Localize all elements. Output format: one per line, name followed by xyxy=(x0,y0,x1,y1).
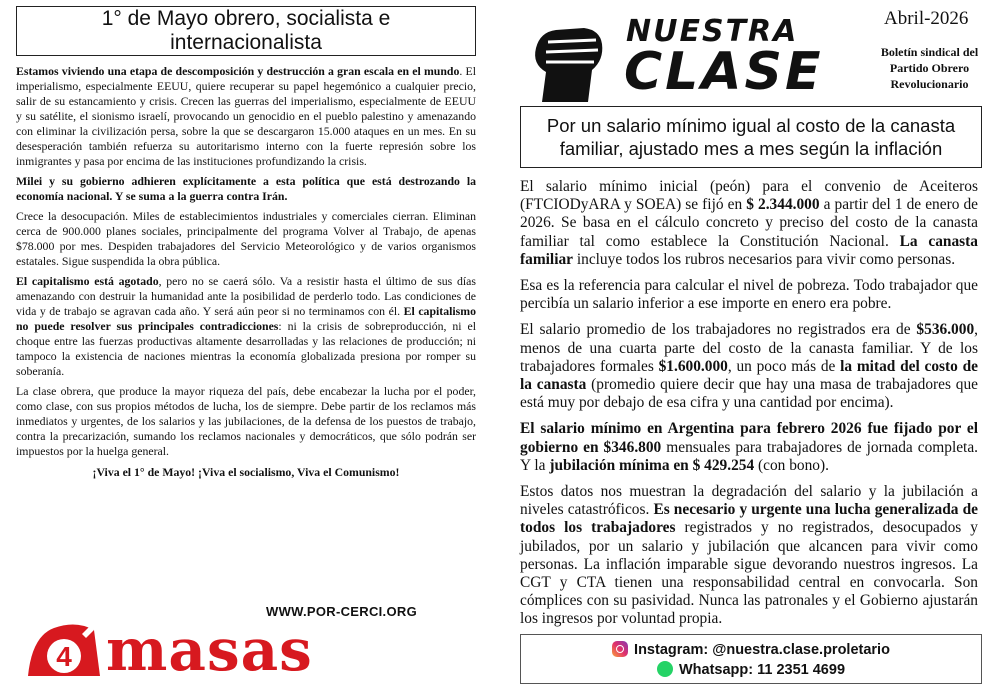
masthead-subtitle: Boletín sindical del Partido Obrero Revolucionario xyxy=(880,45,979,91)
masas-logo: masas xyxy=(106,616,313,684)
right-paragraph-1: El salario mínimo inicial (peón) para el convenio de Aceiteros (FTCIODyARA y SOEA) se fijó en $ 2.344.000 a partir del 1 de enero de 2026. Se basa en el cálculo concreto y preciso del costo de la canasta familiar tal como establece la Constitución Nacional. La canasta familiar incluye todos los rubros necesarios para vivir como personas. xyxy=(520,178,978,268)
instagram-line[interactable] xyxy=(521,641,981,658)
website-link[interactable]: WWW.POR-CERCI.ORG xyxy=(266,604,417,619)
masthead-nuestra: NUESTRA xyxy=(626,14,799,49)
left-paragraph-4: El capitalismo está agotado, pero no se caerá sólo. Va a resistir hasta el último de sus días amenazando con destruir la humanidad ante la posibilidad de perderlo todo. Las condiciones de vida y de trabajo se agravan cada año. Y será aún peor si no terminamos con él. El capitalismo no puede resolver sus principales contradicciones: ni la crisis de sobreproducción, ni el choque entre las fuerzas productivas altamente desarrolladas y las relaciones de producción; ni tampoco la existencia de naciones mientras la economía globalizada presiona por romper su soberanía. xyxy=(16,274,476,378)
left-column xyxy=(16,6,476,688)
right-column xyxy=(516,6,986,688)
whatsapp-number: Whatsapp: 11 2351 4699 xyxy=(678,662,846,678)
left-paragraph-3: Crece la desocupación. Miles de establecimientos industriales y comerciales cierran. Eliminan cerca de 900.000 planes sociales, principalmente del programa Volver al Trabajo, de apenas $78.000 por mes. Despiden trabajadores del Servicio Meteorológico y de varios organismos estatales. Sigue suspendida la obra pública. xyxy=(16,209,476,268)
issue-date: Abril-2026 xyxy=(884,8,969,29)
right-paragraph-3: El salario promedio de los trabajadores no registrados era de $536.000, menos de una cuarta parte del costo de la canasta familiar. Y de los trabajadores formales $1.600.000, un poco más de la mitad del costo de la canasta (promedio quiere decir que hay una masa de trabajadores que está muy por debajo de esa cifra y una cantidad por encima). xyxy=(520,321,979,412)
masthead-clase: CLASE xyxy=(624,42,824,102)
whatsapp-line[interactable] xyxy=(521,661,981,678)
hammer-sickle-emblem-icon xyxy=(24,616,104,682)
closing-slogan: ¡Viva el 1° de Mayo! ¡Viva el socialismo, Viva el Comunismo! xyxy=(92,465,400,479)
masthead xyxy=(516,6,986,102)
right-paragraph-2: Esa es la referencia para calcular el nivel de pobreza. Todo trabajador que percibía un salario inferior a ese importe en enero era pobre. xyxy=(520,277,978,313)
masas-footer xyxy=(16,604,456,686)
left-article xyxy=(16,64,476,480)
emblem-number: 4 xyxy=(56,641,72,672)
left-paragraph-1: Estamos viviendo una etapa de descomposición y destrucción a gran escala en el mundo. El imperialismo, especialmente EEUU, quiere recuperar su papel hegemónico a cualquier precio, salir de su estancamiento y crisis. Crecen las guerras del imperialismo, especialmente de EEUU y su satélite, el sionismo israelí, provocando un genocidio en el pueblo palestino y amenazando con eliminar la civilización persa, sobre la que se descargaron 15.000 ataques en un mes. En su desesperación también refuerza su autoritarismo interno con la fuerte represión sobre los inmigrantes y pasa por encima de las instituciones profundizando la crisis. xyxy=(16,64,476,168)
instagram-handle: Instagram: @nuestra.clase.proletario xyxy=(634,642,890,658)
whatsapp-icon xyxy=(657,661,673,677)
raised-fist-icon xyxy=(522,24,614,102)
instagram-icon xyxy=(612,641,628,657)
right-paragraph-4: El salario mínimo en Argentina para febrero 2026 fue fijado por el gobierno en $346.800 mensuales para trabajadores de jornada completa. Y la jubilación mínima en $ 429.254 (con bono). xyxy=(520,420,979,474)
left-paragraph-2: Milei y su gobierno adhieren explícitamente a esta política que está destrozando la economía nacional. Y se suma a la guerra contra Irán. xyxy=(16,174,476,203)
contact-box xyxy=(520,634,982,684)
right-paragraph-5: Estos datos nos muestran la degradación del salario y la jubilación a niveles catastróficos. Es necesario y urgente una lucha generalizada de todos los trabajadores registrados y no registrados, desocupados y jubilados, por un salario y jubilación que alcancen para vivir como personas. La inflación imparable sigue devorando nuestros ingresos. La CGT y CTA tienen una responsabilidad central en convocarla. Son cómplices con su pasividad. Nunca las patronales y el Gobierno ajustarán los ingresos por voluntad propia. xyxy=(520,483,978,628)
right-article xyxy=(520,178,978,637)
left-paragraph-5: La clase obrera, que produce la mayor riqueza del país, debe encabezar la lucha por el poder, como clase, con sus propios métodos de lucha, los de siempre. Debe partir de los reclamos más inmediatos y urgentes, de los salarios y las jubilaciones, de la defensa de los puestos de trabajo, contra la precarización, sumando los reclamos nacionales y democráticos, que sólo podrán ser impuestos por la huelga general. xyxy=(16,384,476,458)
left-title: 1° de Mayo obrero, socialista e internacionalista xyxy=(16,6,476,56)
right-headline: Por un salario mínimo igual al costo de la canasta familiar, ajustado mes a mes según la inflación xyxy=(520,106,982,168)
